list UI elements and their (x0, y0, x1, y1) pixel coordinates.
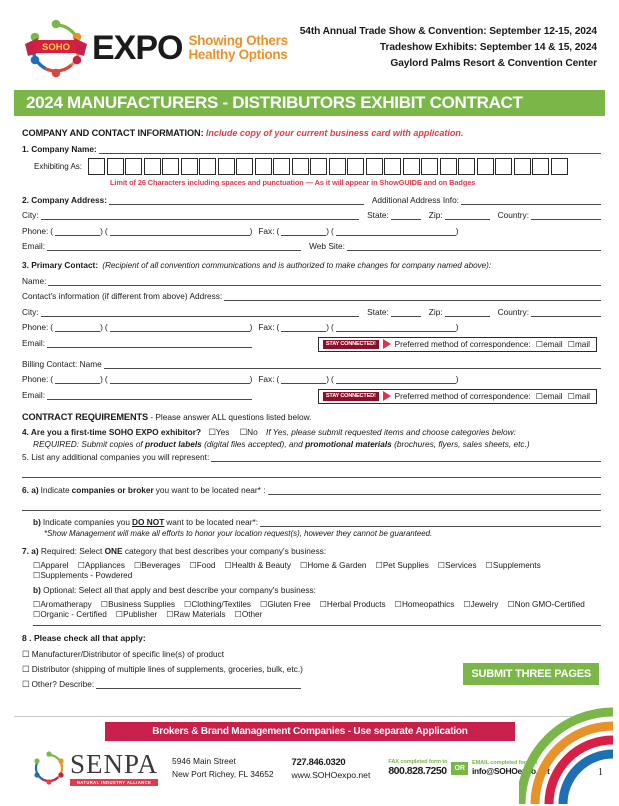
char-box[interactable] (495, 158, 512, 175)
q4-req-part1: REQUIRED: Submit copies of (33, 438, 146, 449)
q7a-checkbox-7[interactable]: ☐Pet Supplies (375, 560, 429, 570)
primary-phone-row: Phone: ( ) ( ) Fax: ( ) ( ) (22, 322, 459, 332)
q7b-checkbox-2[interactable]: ☐Business Supplies (100, 599, 176, 609)
checkbox-email-primary[interactable]: ☐email (535, 340, 563, 349)
fax-column (388, 759, 447, 777)
email-label: Email: (22, 241, 46, 251)
char-box[interactable] (88, 158, 105, 175)
q7b-option-list (22, 599, 601, 619)
q4-req-part3: (brochures, flyers, sales sheets, etc.) (391, 438, 530, 449)
form-body (0, 116, 619, 689)
q7a-text1: Required: Select (38, 545, 105, 556)
billing-fax-area-input[interactable] (281, 375, 326, 384)
primary-name-label: Name: (22, 275, 47, 286)
question-5-line2 (22, 469, 601, 478)
char-box[interactable] (199, 158, 216, 175)
char-box[interactable] (310, 158, 327, 175)
question-6a-line2 (22, 502, 601, 511)
q7b-checkbox-4[interactable]: ☐Gluten Free (259, 599, 311, 609)
fax-label: FAX completed form to (388, 759, 448, 765)
event-details (300, 24, 601, 71)
city-input[interactable] (41, 211, 360, 220)
char-box[interactable] (458, 158, 475, 175)
char-limit-note: Limit of 26 Characters including spaces and punctuation — As it will appear in ShowGUIDE and on Badges (110, 177, 476, 187)
q7a-checkbox-10[interactable]: ☐Supplements - Powdered (33, 570, 133, 580)
q7b-checkbox-12[interactable]: ☐Other (234, 609, 263, 619)
question-5 (22, 452, 601, 462)
char-box[interactable] (292, 158, 309, 175)
billing-fax-number-input[interactable] (336, 375, 456, 384)
q7b-checkbox-3[interactable]: ☐Clothing/Textiles (184, 599, 251, 609)
submit-three-pages-badge: SUBMIT THREE PAGES (463, 663, 599, 685)
stay-connected-badge: STAY CONNECTED! (323, 340, 379, 349)
company-name-input[interactable] (99, 145, 601, 154)
q6b-input[interactable] (260, 518, 601, 527)
q7b-other-row (22, 617, 601, 626)
primary-fax-label: Fax: (258, 322, 275, 332)
q6a-bold: companies or broker (71, 484, 154, 495)
billing-phone-label: Phone: (22, 374, 49, 384)
q5-input-2[interactable] (22, 469, 601, 478)
billing-phone-number-input[interactable] (110, 375, 250, 384)
primary-state-input[interactable] (391, 308, 421, 317)
q7b-checkbox-5[interactable]: ☐Herbal Products (319, 599, 386, 609)
q7a-text2: category that best describes your company's business: (122, 545, 327, 556)
primary-fax-number-input[interactable] (336, 323, 456, 332)
additional-address-input[interactable] (461, 196, 601, 205)
q7a-number: 7. a) (22, 545, 39, 556)
company-info-heading (22, 128, 601, 138)
char-box[interactable] (366, 158, 383, 175)
char-box[interactable] (421, 158, 438, 175)
billing-name-input[interactable] (104, 360, 601, 369)
billing-email-input[interactable] (47, 391, 252, 400)
q4-checkbox-no[interactable]: ☐No (239, 426, 258, 437)
exhibiting-as-label: Exhibiting As: (34, 161, 83, 171)
contract-requirements-note: - Please answer ALL questions listed below. (150, 411, 312, 422)
company-phone-row: Phone: ( ) ( ) Fax: ( ) ( ) (22, 225, 459, 236)
email-input[interactable] (47, 242, 301, 251)
primary-address-label: Contact's information (if different from above) Address: (22, 291, 223, 301)
q7a-checkbox-6[interactable]: ☐Home & Garden (299, 560, 367, 570)
primary-address-input[interactable] (224, 292, 601, 301)
question-4 (22, 427, 601, 438)
char-box[interactable] (329, 158, 346, 175)
footer-address-line-2: New Port Richey, FL 34652 (172, 769, 274, 779)
contract-requirements-heading (22, 412, 601, 422)
primary-zip-input[interactable] (445, 308, 490, 317)
email-label: EMAIL completed form to (471, 760, 538, 766)
q6a-text2: you want to be located near* : (155, 484, 266, 495)
q7b-other-input[interactable] (33, 617, 601, 626)
q7a-option-list (22, 560, 601, 580)
brokers-notice-band: Brokers & Brand Management Companies - Use separate Application (105, 722, 515, 741)
char-box[interactable] (347, 158, 364, 175)
q7b-checkbox-9[interactable]: ☐Organic - Certified (33, 609, 107, 619)
fax-number-input[interactable] (336, 227, 456, 236)
country-input[interactable] (531, 211, 601, 220)
primary-contact-heading (22, 260, 601, 270)
fax-label: Fax: (258, 225, 275, 236)
q7b-checkbox-11[interactable]: ☐Raw Materials (166, 609, 226, 619)
q5-input-1[interactable] (211, 453, 601, 462)
char-box[interactable] (551, 158, 568, 175)
fax-number: 800.828.7250 (388, 765, 447, 777)
company-name-row (22, 144, 601, 154)
senpa-circle-icon (28, 748, 70, 788)
char-box[interactable] (144, 158, 161, 175)
q6b-text2: want to be located near*: (166, 516, 259, 527)
char-box[interactable] (162, 158, 179, 175)
primary-contact-address-row (22, 291, 601, 301)
website-label: Web Site: (309, 241, 345, 251)
primary-country-label: Country: (497, 306, 529, 317)
char-box[interactable] (384, 158, 401, 175)
stay-connected-bar (318, 337, 597, 352)
q4-req-bold2: promotional materials (305, 438, 392, 449)
q7b-letter: b) (33, 584, 41, 595)
q7a-checkbox-4[interactable]: ☐Food (189, 560, 216, 570)
primary-zip-label: Zip: (428, 306, 443, 317)
primary-city-input[interactable] (41, 308, 360, 317)
corner-arcs-decoration (519, 704, 619, 806)
char-box[interactable] (236, 158, 253, 175)
q7b-checkbox-1[interactable]: ☐Aromatherapy (33, 599, 92, 609)
exhibiting-as-row (22, 158, 601, 175)
company-info-heading-note: Include copy of your current business card with application. (205, 128, 464, 138)
billing-phone-row: Phone: ( ) ( ) Fax: ( ) ( ) (22, 374, 459, 384)
page-number: 1 (598, 767, 603, 778)
footer-divider (14, 716, 605, 717)
question-8-heading: 8 . Please check all that apply: (22, 632, 146, 643)
question-6b (22, 517, 601, 527)
additional-address-label: Additional Address Info: (371, 194, 459, 205)
checkbox-email-billing[interactable]: ☐email (535, 392, 563, 401)
billing-contact-label: Billing Contact: Name (22, 358, 102, 369)
char-box[interactable] (107, 158, 124, 175)
checkbox-mail-billing[interactable]: ☐mail (567, 392, 590, 401)
company-name-label: 1. Company Name: (22, 143, 97, 154)
footer-phone: 727.846.0320 (291, 755, 346, 767)
phone-label: Phone: (22, 225, 49, 236)
question-6a (22, 485, 601, 495)
billing-email-label: Email: (22, 389, 46, 400)
arrow-right-icon (383, 339, 391, 349)
q7b-text: Optional: Select all that apply and best describe your company's business: (40, 584, 316, 595)
company-address-row (22, 195, 601, 205)
char-box[interactable] (477, 158, 494, 175)
page-title: 2024 MANUFACTURERS - DISTRIBUTORS EXHIBIT CONTRACT (14, 90, 605, 116)
footer-content (28, 748, 550, 788)
company-city-row (22, 210, 601, 220)
q4-req-part2: (digital files accepted), and (201, 438, 306, 449)
q7a-checkbox-1[interactable]: ☐Apparel (33, 560, 69, 570)
primary-city-label: City: (22, 306, 39, 317)
website-input[interactable] (347, 242, 601, 251)
q7a-bold: ONE (104, 545, 123, 556)
senpa-wordmark (70, 748, 159, 786)
billing-name-row (22, 359, 601, 369)
char-box[interactable] (273, 158, 290, 175)
primary-contact-note: (Recipient of all convention communications and is authorized to make changes for company named above): (102, 261, 492, 270)
event-line-2: Tradeshow Exhibits: September 14 & 15, 2024 (379, 42, 597, 54)
zip-input[interactable] (445, 211, 490, 220)
char-box[interactable] (403, 158, 420, 175)
tagline-line-2: Healthy Options (188, 47, 288, 62)
footer-phone-block (292, 755, 371, 782)
q7a-checkbox-2[interactable]: ☐Appliances (77, 560, 125, 570)
event-line-1: 54th Annual Trade Show & Convention: September 12-15, 2024 (299, 26, 597, 38)
char-box[interactable] (532, 158, 549, 175)
char-box[interactable] (125, 158, 142, 175)
soho-circle-icon (22, 16, 90, 80)
primary-phone-label: Phone: (22, 322, 49, 332)
senpa-subtitle: NATURAL INDUSTRY ALLIANCE (70, 779, 158, 786)
footer-website[interactable]: www.SOHOexpo.net (291, 769, 371, 780)
correspondence-label-billing: Preferred method of correspondence: (394, 391, 531, 401)
q8-other-label: Other? Describe: (31, 678, 95, 689)
company-email-row (22, 241, 601, 251)
q7b-checkbox-8[interactable]: ☐Non GMO-Certified (507, 599, 585, 609)
company-info-heading-text: COMPANY AND CONTACT INFORMATION: (22, 128, 204, 138)
email-value[interactable]: info@SOHOexpo.net (471, 766, 550, 776)
soho-expo-logo (22, 16, 288, 80)
primary-contact-label: 3. Primary Contact: (22, 260, 99, 270)
stay-connected-badge-billing: STAY CONNECTED! (323, 392, 379, 401)
q7a-checkbox-3[interactable]: ☐Beverages (133, 560, 181, 570)
or-separator: OR (451, 762, 468, 775)
q6a-input[interactable] (268, 486, 601, 495)
char-box[interactable] (218, 158, 235, 175)
q6-location-note: *Show Management will make all efforts to honor your location request(s), however they cannot be guaranteed. (44, 528, 433, 538)
char-box[interactable] (440, 158, 457, 175)
company-address-label: 2. Company Address: (22, 194, 107, 205)
q4-required-note (22, 439, 601, 450)
svg-text:SOHO: SOHO (42, 42, 70, 53)
q6a-number: 6. a) (22, 484, 39, 495)
event-line-3: Gaylord Palms Resort & Convention Center (390, 57, 597, 69)
q6a-text1: Indicate (40, 484, 70, 495)
checkbox-mail-primary[interactable]: ☐mail (567, 340, 590, 349)
primary-state-label: State: (367, 306, 389, 317)
city-label: City: (22, 210, 39, 220)
q6b-letter: b) (33, 516, 41, 527)
q8-other-input[interactable] (96, 680, 301, 689)
page-header (0, 0, 619, 88)
q7b-checkbox-7[interactable]: ☐Jewelry (463, 599, 499, 609)
q8-option-1[interactable]: ☐ Manufacturer/Distributor of specific line(s) of product (22, 648, 225, 659)
country-label: Country: (497, 210, 529, 220)
contract-requirements-title: CONTRACT REQUIREMENTS (22, 411, 149, 422)
expo-tagline (188, 34, 287, 62)
phone-area-input[interactable] (55, 227, 100, 236)
senpa-word: SENPA (70, 748, 159, 779)
page-footer (0, 716, 619, 806)
primary-name-input[interactable] (48, 277, 601, 286)
q6b-text1: Indicate companies you (42, 516, 131, 527)
char-box[interactable] (255, 158, 272, 175)
stay-connected-bar-billing (318, 389, 597, 404)
arrow-right-icon-billing (383, 391, 391, 401)
primary-city-row (22, 307, 601, 317)
zip-label: Zip: (428, 210, 443, 220)
fax-area-input[interactable] (281, 227, 326, 236)
tagline-line-1: Showing Others (188, 33, 288, 49)
q6b-bold: DO NOT (132, 516, 165, 527)
question-7b (22, 585, 601, 596)
q4-label: 4. Are you a first-time SOHO EXPO exhibitor? (22, 426, 202, 437)
q7b-checkbox-6[interactable]: ☐Homeopathics (394, 599, 455, 609)
exhibiting-as-char-boxes[interactable] (88, 158, 568, 175)
primary-country-input[interactable] (531, 308, 601, 317)
q4-tail: If Yes, please submit requested items and choose categories below: (266, 426, 516, 437)
char-box[interactable] (514, 158, 531, 175)
question-7a (22, 546, 601, 557)
company-address-input[interactable] (109, 196, 364, 205)
primary-name-row (22, 276, 601, 286)
footer-address-line-1: 5946 Main Street (172, 756, 236, 767)
q6a-input-2[interactable] (22, 502, 601, 511)
primary-phone-area-input[interactable] (55, 323, 100, 332)
q7a-checkbox-5[interactable]: ☐Health & Beauty (224, 560, 291, 570)
q4-checkbox-yes[interactable]: ☐Yes (208, 426, 230, 437)
primary-email-input[interactable] (47, 339, 252, 348)
primary-fax-area-input[interactable] (281, 323, 326, 332)
q7a-checkbox-9[interactable]: ☐Supplements (485, 560, 541, 570)
q8-option-3[interactable]: ☐ Other? Describe: (22, 679, 601, 689)
char-box[interactable] (181, 158, 198, 175)
state-label: State: (367, 210, 389, 220)
primary-email-label: Email: (22, 337, 46, 348)
phone-number-input[interactable] (110, 227, 250, 236)
q7b-checkbox-10[interactable]: ☐Publisher (115, 609, 158, 619)
billing-fax-label: Fax: (258, 374, 275, 384)
q5-label: 5. List any additional companies you will represent: (22, 451, 210, 462)
primary-phone-number-input[interactable] (110, 323, 250, 332)
q7a-checkbox-8[interactable]: ☐Services (437, 560, 477, 570)
footer-address (172, 755, 273, 780)
q4-req-bold1: product labels (145, 438, 202, 449)
expo-wordmark: EXPO (92, 29, 183, 67)
correspondence-label: Preferred method of correspondence: (394, 339, 531, 349)
q8-option-2[interactable]: ☐ Distributor (shipping of multiple lines of supplements, groceries, bulk, etc.) (22, 663, 303, 674)
state-input[interactable] (391, 211, 421, 220)
billing-phone-area-input[interactable] (55, 375, 100, 384)
